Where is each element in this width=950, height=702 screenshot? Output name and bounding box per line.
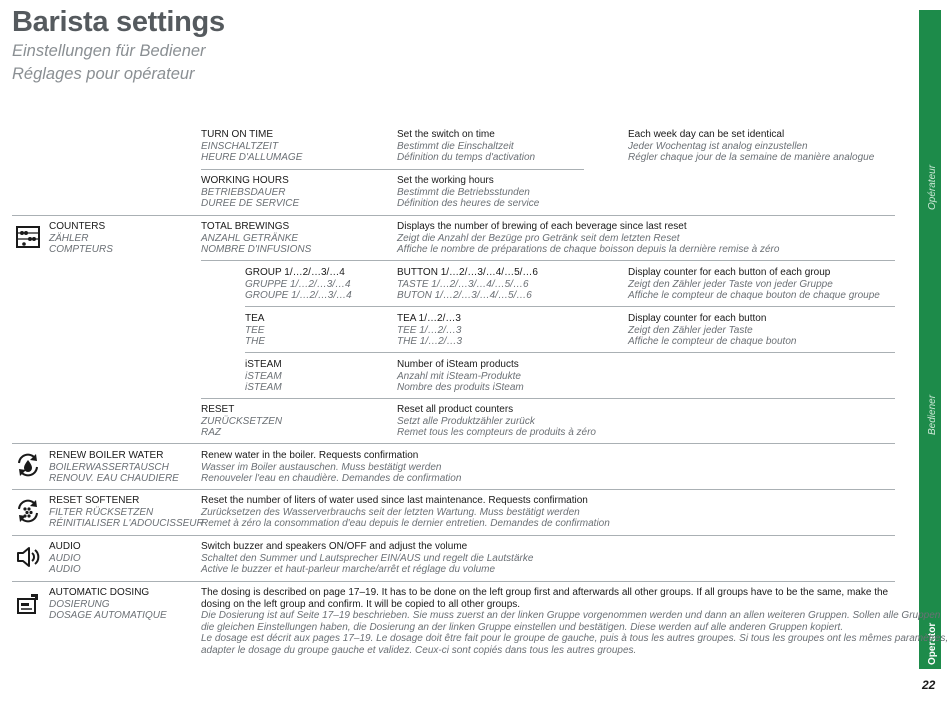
audio-desc: Switch buzzer and speakers ON/OFF and adjust the volume Schaltet den Summer und Lautsprecher EIN/AUS und regelt die Lautstärke Active le buzzer et haut-parleur marche/arrêt et réglage du volume [201,541,534,575]
section-label-bediener: Bediener [927,394,938,435]
divider [201,398,895,399]
divider [12,489,895,490]
group-name: GROUP 1/…2/…3/…4 GRUPPE 1/…2/…3/…4 GROUPE 1/…2/…3/…4 [245,267,352,301]
page-subtitle-fr: Réglages pour opérateur [12,65,195,83]
divider [245,352,895,353]
isteam-name: iSTEAM iSTEAM iSTEAM [245,359,282,393]
tea-note: Display counter for each button Zeigt den Zähler jeder Taste Affiche le compteur de chaque bouton [628,313,797,347]
divider [201,169,584,170]
tea-desc: TEA 1/…2/…3 TEE 1/…2/…3 THE 1/…2/…3 [397,313,463,347]
renew-boiler-label: RENEW BOILER WATER BOILERWASSERTAUSCH RENOUV. EAU CHAUDIERE [49,450,179,484]
dosing-icon [15,591,41,617]
turn-on-time-note: Each week day can be set identical Jeder Wochentag ist analog einzustellen Régler chaque jour de la semaine de manière analogue [628,129,875,163]
audio-label: AUDIO AUDIO AUDIO [49,541,81,575]
turn-on-time-name: TURN ON TIME EINSCHALTZEIT HEURE D'ALLUMAGE [201,129,303,163]
boiler-refresh-icon [15,452,41,478]
page-number: 22 [922,678,936,692]
total-brewings-desc: Displays the number of brewing of each beverage since last reset Zeigt die Anzahl der Bezüge pro Getränk seit dem letzten Reset Affiche le nombre de préparations de chaque boisson depuis la dernière remise à zéro [397,221,780,255]
page-title: Barista settings [12,6,225,38]
isteam-desc: Number of iSteam products Anzahl mit iSteam-Produkte Nombre des produits iSteam [397,359,524,393]
auto-dosing-label: AUTOMATIC DOSING DOSIERUNG DOSAGE AUTOMATIQUE [49,587,167,621]
divider [12,581,895,582]
reset-softener-label: RESET SOFTENER FILTER RÜCKSETZEN RÉINITIALISER L'ADOUCISSEUR [49,495,204,529]
working-hours-desc: Set the working hours Bestimmt die Betriebsstunden Définition des heures de service [397,175,540,209]
section-label-operateur: Opérateur [927,164,938,210]
reset-softener-desc: Reset the number of liters of water used since last maintenance. Requests confirmation Zurücksetzen des Wasserverbrauchs seit der letzten Wartung. Muss bestätigt werden Remet à zéro la consommation d'eau depuis le dernier entretien. Demandes de confirmation [201,495,610,529]
reset-desc: Reset all product counters Setzt alle Produktzähler zurück Remet tous les compteurs de produits à zéro [397,404,596,438]
total-brewings-name: TOTAL BREWINGS ANZAHL GETRÄNKE NOMBRE D'INFUSIONS [201,221,312,255]
divider [12,215,895,216]
divider [12,443,895,444]
divider [245,306,895,307]
section-tab [919,10,941,669]
section-label-operator: Operator [927,622,938,665]
page-subtitle-de: Einstellungen für Bediener [12,42,206,60]
turn-on-time-desc: Set the switch on time Bestimmt die Einschaltzeit Définition du temps d'activation [397,129,536,163]
speaker-icon [15,544,41,570]
group-desc: BUTTON 1/…2/…3/…4/…5/…6 TASTE 1/…2/…3/…4/…5/…6 BUTON 1/…2/…3/…4/…5/…6 [397,267,538,301]
abacus-icon [15,224,41,250]
auto-dosing-desc: The dosing is described on page 17–19. It has to be done on the left group first and afterwards all other groups. If all groups have to be the same, make the dosing on the left group and confirm. It will be copied to all other groups. Die Dosierung ist auf Seite 17–19 beschrieben. Sie muss zuerst an der linken Gruppe vorgenommen werden und dann an allen weiteren Gruppen. Sollen alle Gruppen die gleichen Einstellungen haben, die Dosierung an der linken Gruppe einstellen und bestätigen. Diese werden auf alle anderen Gruppen kopiert. Le dosage est décrit aux pages 17–19. Le dosage doit être fait pour le groupe de gauche, puis à tous les autres groupes. Si tous les groupes ont les mêmes paramètres, adapter le dosage du groupe gauche et validez. Ceux-ci sont copiés dans tous les autres groupes. [201,587,949,656]
tea-name: TEA TEE THE [245,313,265,347]
divider [201,260,895,261]
divider [12,535,895,536]
counters-label: COUNTERS ZÄHLER COMPTEURS [49,221,113,255]
reset-name: RESET ZURÜCKSETZEN RAZ [201,404,283,438]
group-note: Display counter for each button of each group Zeigt den Zähler jeder Taste von jeder Gruppe Affiche le compteur de chaque bouton de chaque groupe [628,267,880,301]
working-hours-name: WORKING HOURS BETRIEBSDAUER DUREE DE SERVICE [201,175,300,209]
renew-boiler-desc: Renew water in the boiler. Requests confirmation Wasser im Boiler austauschen. Muss bestätigt werden Renouveler l'eau en chaudière. Demandes de confirmation [201,450,462,484]
softener-reset-icon [15,498,41,524]
